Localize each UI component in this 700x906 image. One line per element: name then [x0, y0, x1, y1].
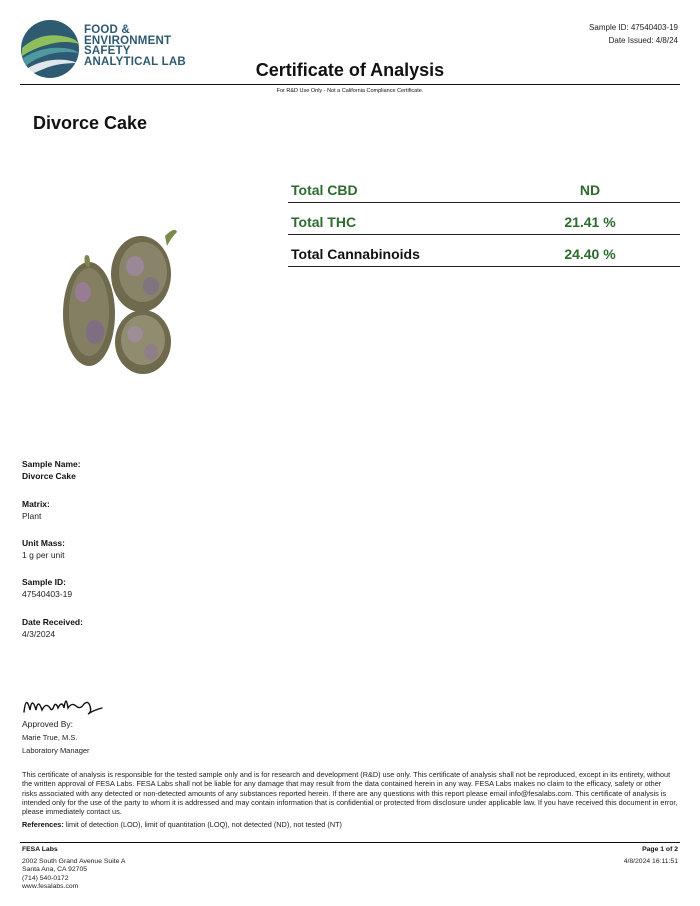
- logo-line: ENVIRONMENT: [84, 34, 172, 47]
- approved-by-label: Approved By:: [22, 719, 74, 729]
- cannabis-bud-icon: [63, 230, 177, 374]
- summary-label: Total THC: [291, 214, 357, 230]
- references-text: limit of detection (LOD), limit of quantitation (LOQ), not detected (ND), not tested (NT): [63, 820, 342, 829]
- footer-website: www.fesalabs.com: [22, 883, 79, 891]
- references-label: References:: [22, 820, 64, 829]
- logo-line: ANALYTICAL LAB: [84, 55, 186, 68]
- footer-page-info: [624, 846, 678, 866]
- sample-id-label: Sample ID:: [22, 577, 66, 587]
- footer-address: [22, 846, 125, 892]
- date-received-block: [22, 616, 83, 640]
- sample-name-value: Divorce Cake: [22, 471, 76, 481]
- sample-name-label: Sample Name:: [22, 459, 81, 469]
- date-received-label: Date Received:: [22, 617, 83, 627]
- footer-address-line1: 2002 South Grand Avenue Suite A: [22, 857, 126, 865]
- footer-divider: [20, 842, 680, 843]
- matrix-label: Matrix:: [22, 499, 50, 509]
- product-name: Divorce Cake: [33, 113, 148, 133]
- summary-value: 24.40 %: [564, 246, 616, 262]
- header-divider: [20, 84, 680, 85]
- sample-id-value: 47540403-19: [22, 589, 73, 599]
- summary-value: 21.41 %: [564, 214, 616, 230]
- unit-mass-block: [22, 537, 65, 561]
- references-line: [22, 820, 678, 829]
- approver-name: Marie True, M.S.: [22, 733, 78, 742]
- summary-label: Total Cannabinoids: [291, 246, 420, 262]
- approver-role: Laboratory Manager: [22, 746, 90, 755]
- footer-timestamp: 4/8/2024 16:11:51: [623, 857, 678, 865]
- date-received-value: 4/3/2024: [22, 629, 56, 639]
- header-meta: [589, 21, 678, 47]
- matrix-block: [22, 498, 50, 522]
- sample-name-block: [22, 458, 81, 482]
- page-number: Page 1 of 2: [642, 846, 678, 853]
- footer-company: FESA Labs: [22, 846, 58, 853]
- rd-use-note: For R&D Use Only - Not a California Compliance Certificate.: [276, 88, 424, 94]
- summary-row-cbd: [288, 170, 680, 203]
- summary-row-cannabinoids: [288, 234, 680, 267]
- footer-address-line2: Santa Ana, CA 92705: [22, 866, 88, 874]
- disclaimer-text: This certificate of analysis is responsible for the tested sample only and is for research and development (R&D) use only. This certificate of analysis shall not be reproduced, except in its entirety, without the written approval of FESA Labs. FESA Labs shall not be liable for any damage that may result from the data contained herein in any way. FESA Labs makes no claim to the efficacy, safety or other risks associated with any detected or non-detected amounts of any substances reported herein. If there are any questions with this report please email info@fesalabs.com. This certificate of analysis is intended only for the use of the party to whom it is addressed and may contain information that is confidential or protected from disclosure under applicable law. If you have received this document in error, please immediately contact us.: [22, 770, 678, 817]
- product-photo: [55, 222, 185, 382]
- summary-label: Total CBD: [291, 182, 358, 198]
- unit-mass-value: 1 g per unit: [22, 550, 65, 560]
- logo-line: SAFETY: [84, 45, 131, 57]
- header-sample-id: Sample ID: 47540403-19: [589, 23, 678, 32]
- matrix-value: Plant: [22, 511, 42, 521]
- summary-row-thc: [288, 202, 680, 235]
- logo-line: FOOD &: [84, 24, 130, 36]
- header-date-issued: Date Issued: 4/8/24: [608, 36, 678, 45]
- unit-mass-label: Unit Mass:: [22, 538, 65, 548]
- sample-id-block: [22, 576, 72, 600]
- certificate-title: Certificate of Analysis: [255, 60, 445, 80]
- approval-block: [22, 718, 90, 757]
- summary-value: ND: [579, 182, 601, 198]
- footer-phone: (714) 540-0172: [22, 874, 69, 882]
- signature-icon: [22, 690, 104, 720]
